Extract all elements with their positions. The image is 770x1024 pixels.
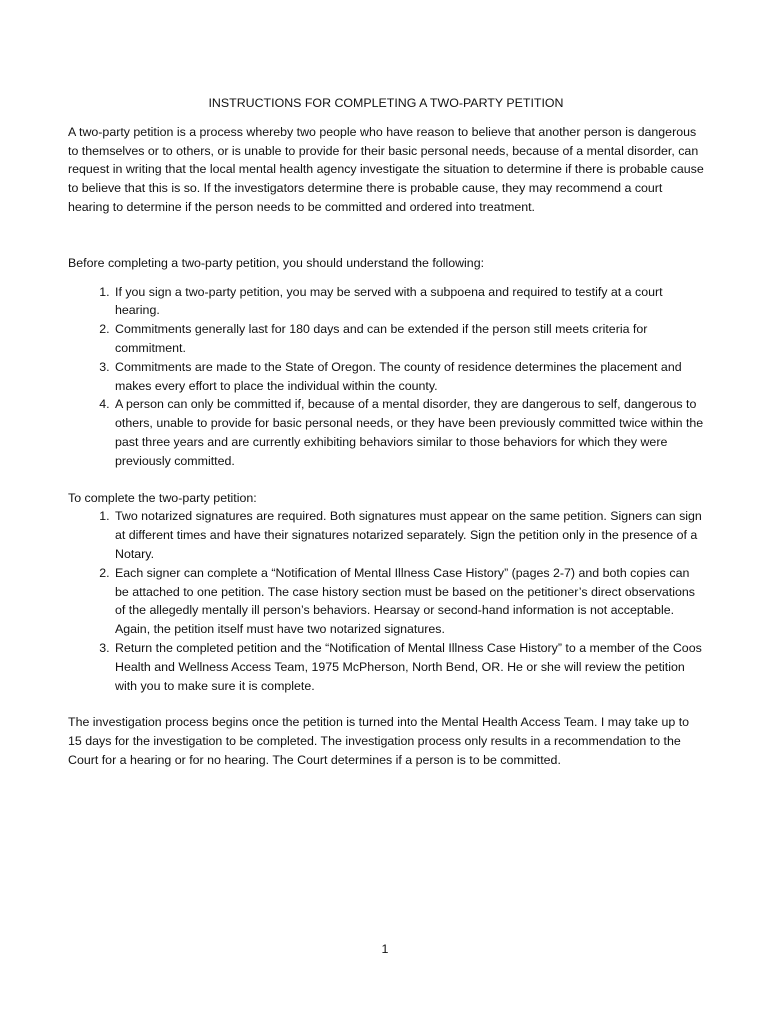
list-item: 4. A person can only be committed if, because of a mental disorder, they are dangerous to self, dangerous to others, unable to provide for basic personal needs, or they have been previously committed twice within the past three years and are currently exhibiting behaviors similar to those behaviors for which they were previously committed. — [113, 395, 704, 470]
closing-paragraph: The investigation process begins once the petition is turned into the Mental Health Access Team. I may take up to 15 days for the investigation to be completed. The investigation process only results in a recommendation to the Court for a hearing or for no hearing. The Court determines if a person is to be committed. — [68, 715, 690, 767]
list-item: 3. Commitments are made to the State of Oregon. The county of residence determines the placement and makes every effort to place the individual within the county. — [113, 358, 704, 396]
list-item: 3. Return the completed petition and the “Notification of Mental Illness Case History” to a member of the Coos Health and Wellness Access Team, 1975 McPherson, North Bend, OR. He or she will review the petition with you to make sure it is complete. — [113, 639, 704, 695]
complete-list — [68, 507, 704, 695]
before-list — [68, 283, 704, 471]
list-item: 2. Each signer can complete a “Notification of Mental Illness Case History” (pages 2-7) and both copies can be attached to one petition. The case history section must be based on the petitioner’s direct observations of the allegedly mentally ill person’s behaviors. Hearsay or second-hand information is not acceptable. Again, the petition itself must have two notarized signatures. — [113, 564, 704, 639]
before-heading: Before completing a two-party petition, you should understand the following: — [68, 255, 485, 270]
document-title: INSTRUCTIONS FOR COMPLETING A TWO-PARTY PETITION — [208, 96, 564, 110]
complete-heading: To complete the two-party petition: — [68, 490, 257, 505]
list-item: 1. If you sign a two-party petition, you may be served with a subpoena and required to testify at a court hearing. — [113, 283, 704, 321]
list-item: 2. Commitments generally last for 180 days and can be extended if the person still meets criteria for commitment. — [113, 320, 704, 358]
document-body — [68, 94, 704, 770]
list-item: 1. Two notarized signatures are required. Both signatures must appear on the same petition. Signers can sign at different times and have their signatures notarized separately. Sign the petition only in the presence of a Notary. — [113, 507, 704, 563]
page-number: 1 — [381, 942, 389, 956]
intro-paragraph: A two-party petition is a process whereby two people who have reason to believe that another person is dangerous to themselves or to others, or is unable to provide for their basic personal needs, because of a mental disorder, can request in writing that the local mental health agency investigate the situation to determine if there is probable cause to believe that this is so. If the investigators determine there is probable cause, they may recommend a court hearing to determine if the person needs to be committed and ordered into treatment. — [68, 124, 704, 214]
